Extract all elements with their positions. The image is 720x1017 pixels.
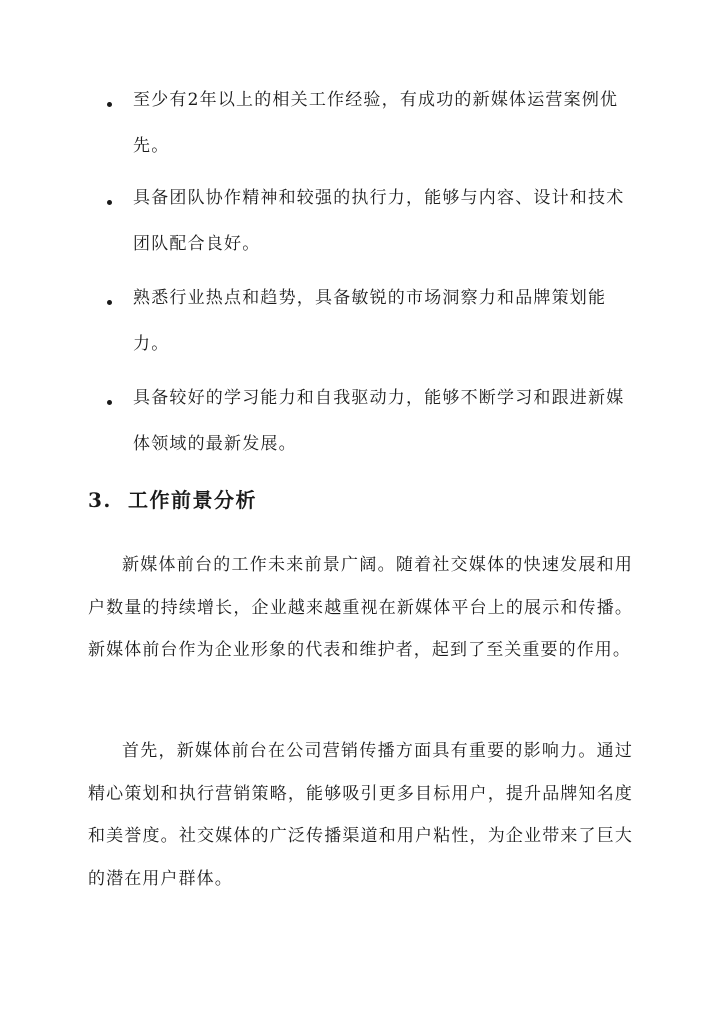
list-item-text: 至少有2年以上的相关工作经验，有成功的新媒体运营案例优先。 xyxy=(133,90,619,156)
paragraph: 首先，新媒体前台在公司营销传播方面具有重要的影响力。通过精心策划和执行营销策略，能够吸引更多目标用户，提升品牌知名度和美誉度。社交媒体的广泛传播渠道和用户粘性，为企业带来了巨大的潜在用户群体。 xyxy=(88,741,633,889)
list-item xyxy=(108,186,638,267)
bullet-dot-icon xyxy=(107,300,112,305)
list-item xyxy=(108,286,638,367)
section-heading xyxy=(88,484,257,513)
list-item-text: 具备团队协作精神和较强的执行力，能够与内容、设计和技术团队配合良好。 xyxy=(133,188,625,254)
list-item xyxy=(108,88,638,169)
bullet-dot-icon xyxy=(107,200,112,205)
list-item xyxy=(108,386,638,467)
list-item-text: 熟悉行业热点和趋势，具备敏锐的市场洞察力和品牌策划能力。 xyxy=(133,288,607,354)
bullet-dot-icon xyxy=(107,102,112,107)
list-item-text: 具备较好的学习能力和自我驱动力，能够不断学习和跟进新媒体领域的最新发展。 xyxy=(133,388,625,454)
paragraph: 新媒体前台的工作未来前景广阔。随着社交媒体的快速发展和用户数量的持续增长，企业越来越重视在新媒体平台上的展示和传播。新媒体前台作为企业形象的代表和维护者，起到了至关重要的作用。 xyxy=(88,555,633,660)
section-title: 工作前景分析 xyxy=(128,488,257,512)
section-number: 3. xyxy=(88,488,112,512)
bullet-dot-icon xyxy=(107,400,112,405)
